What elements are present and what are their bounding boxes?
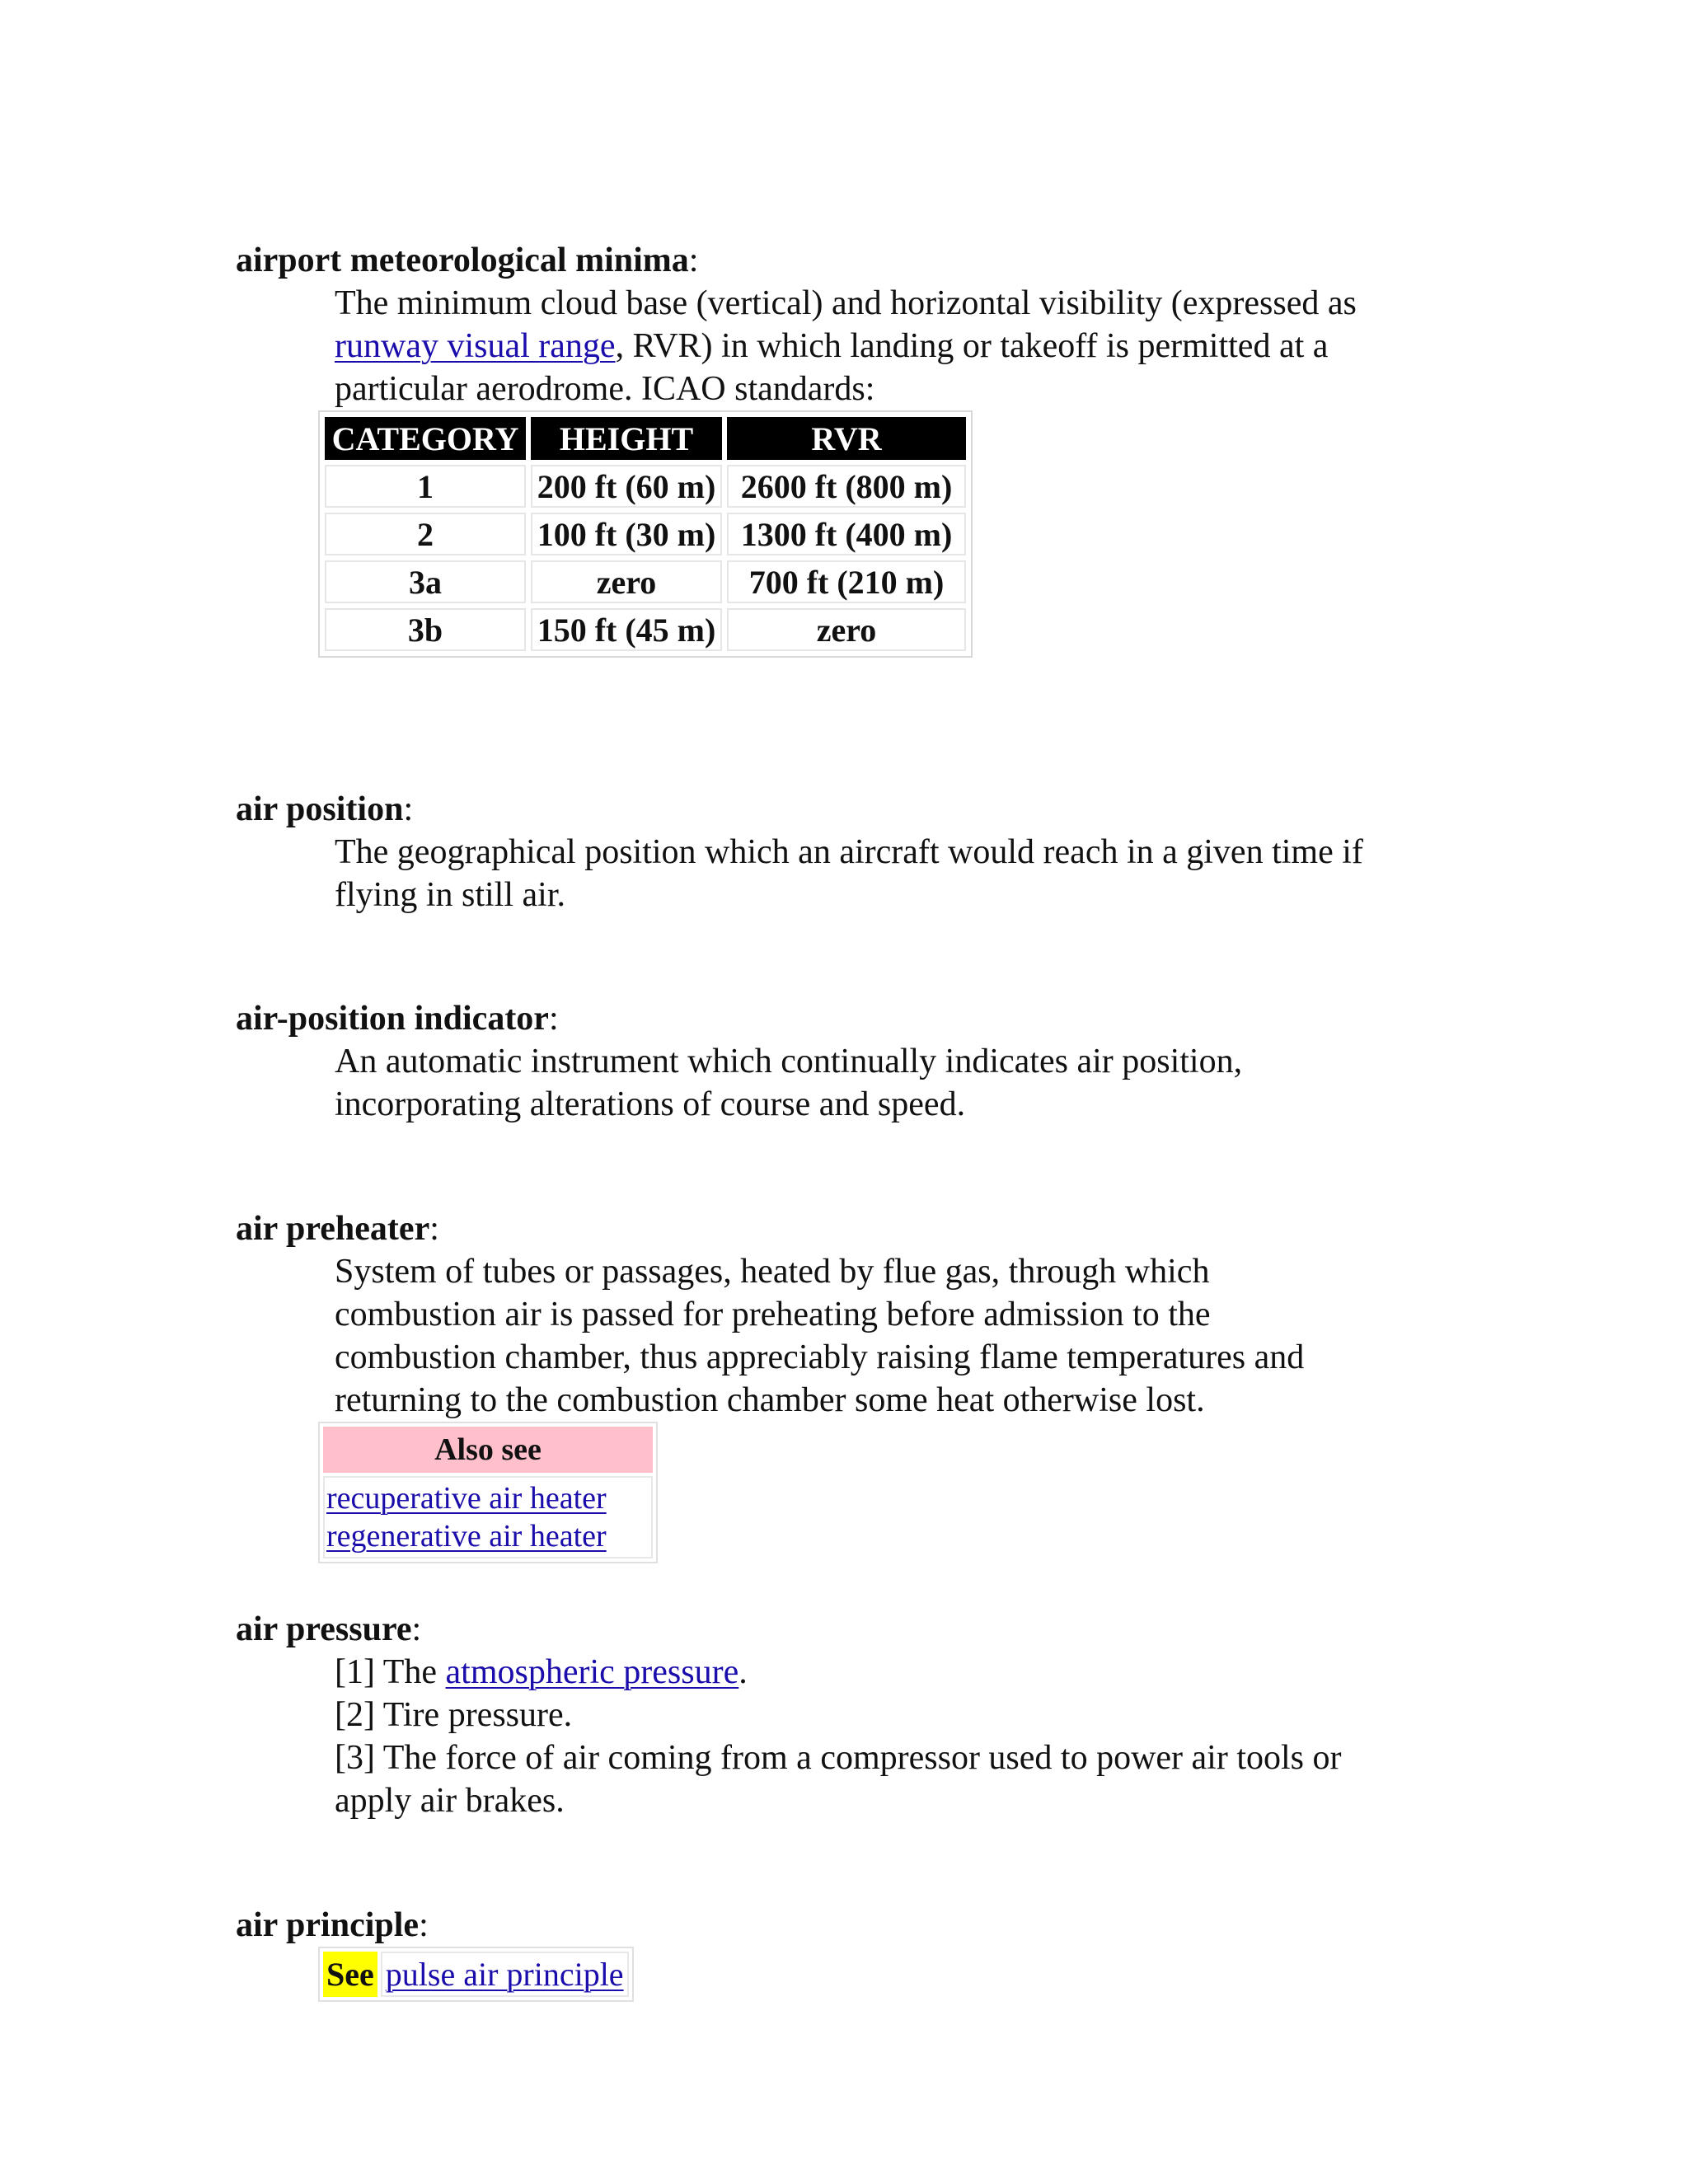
entry-definition	[335, 1651, 1472, 1822]
column-header-height: HEIGHT	[531, 417, 722, 460]
table-row	[325, 608, 966, 651]
table-cell: 3b	[325, 608, 526, 651]
runway-visual-range-link[interactable]: runway visual range	[335, 327, 616, 365]
definition-line: runway visual range, RVR) in which landing or takeoff is permitted at a	[335, 327, 1329, 365]
table-row	[325, 465, 966, 508]
definition-item: [3] The force of air coming from a compressor used to power air tools or	[335, 1739, 1342, 1777]
definition-line: The minimum cloud base (vertical) and horizontal visibility (expressed as	[335, 284, 1357, 322]
entry-air-position-indicator	[236, 997, 1472, 1126]
definition-line: incorporating alterations of course and speed.	[335, 1085, 966, 1123]
definition-line: returning to the combustion chamber some heat otherwise lost.	[335, 1381, 1205, 1419]
entry-air-pressure	[236, 1608, 1472, 1822]
table-cell: 1	[325, 465, 526, 508]
term-label: air-position indicator	[236, 1000, 549, 1038]
icao-minima-table	[318, 410, 973, 658]
recuperative-air-heater-link[interactable]: recuperative air heater	[326, 1481, 607, 1516]
term-label: air position	[236, 790, 404, 828]
table-cell: 100 ft (30 m)	[531, 513, 722, 555]
term-label: airport meteorological minima	[236, 241, 689, 279]
table-cell: 3a	[325, 560, 526, 603]
definition-line: An automatic instrument which continually indicates air position,	[335, 1043, 1243, 1080]
entry-term: air pressure:	[236, 1610, 422, 1648]
entry-definition	[335, 282, 1472, 410]
table-cell: 150 ft (45 m)	[531, 608, 722, 651]
column-header-rvr: RVR	[727, 417, 966, 460]
table-cell: 200 ft (60 m)	[531, 465, 722, 508]
entry-term: air principle:	[236, 1906, 429, 1944]
also-see-links	[323, 1476, 653, 1558]
also-see-header: Also see	[323, 1427, 653, 1473]
definition-line: apply air brakes.	[335, 1782, 565, 1820]
entry-definition	[335, 1250, 1472, 1422]
table-cell: zero	[531, 560, 722, 603]
definition-line: System of tubes or passages, heated by flue gas, through which	[335, 1253, 1210, 1291]
entry-air-preheater	[236, 1207, 1472, 1563]
pulse-air-principle-link[interactable]: pulse air principle	[385, 1956, 624, 1993]
entry-term: air preheater:	[236, 1210, 439, 1248]
table-header-row	[325, 417, 966, 460]
see-reference-box	[318, 1947, 634, 2002]
entry-definition	[335, 831, 1472, 916]
column-header-category: CATEGORY	[325, 417, 526, 460]
definition-line: flying in still air.	[335, 876, 565, 914]
definition-line: combustion chamber, thus appreciably raising flame temperatures and	[335, 1338, 1305, 1376]
definition-line: combustion air is passed for preheating before admission to the	[335, 1296, 1211, 1333]
entry-term: air-position indicator:	[236, 1000, 559, 1038]
term-label: air preheater	[236, 1210, 430, 1248]
definition-item: [1] The atmospheric pressure.	[335, 1653, 748, 1691]
entry-air-principle	[236, 1904, 1472, 2002]
definition-item: [2] Tire pressure.	[335, 1696, 573, 1734]
entry-definition	[335, 1040, 1472, 1126]
table-cell: 1300 ft (400 m)	[727, 513, 966, 555]
table-cell: 2	[325, 513, 526, 555]
entry-term: air position:	[236, 790, 414, 828]
table-cell: 700 ft (210 m)	[727, 560, 966, 603]
definition-line: particular aerodrome. ICAO standards:	[335, 370, 875, 408]
entry-term: airport meteorological minima:	[236, 241, 699, 279]
also-see-box	[318, 1422, 658, 1563]
term-label: air principle	[236, 1906, 420, 1944]
table-cell: 2600 ft (800 m)	[727, 465, 966, 508]
see-label: See	[323, 1952, 377, 1997]
atmospheric-pressure-link[interactable]: atmospheric pressure	[445, 1653, 739, 1691]
entry-airport-meteorological-minima	[236, 239, 1472, 658]
regenerative-air-heater-link[interactable]: regenerative air heater	[326, 1519, 607, 1554]
table-row	[325, 560, 966, 603]
definition-line: The geographical position which an aircraft would reach in a given time if	[335, 833, 1363, 871]
table-cell: zero	[727, 608, 966, 651]
table-row	[325, 513, 966, 555]
entry-air-position	[236, 788, 1472, 916]
see-link-cell	[381, 1952, 629, 1997]
term-label: air pressure	[236, 1610, 412, 1648]
